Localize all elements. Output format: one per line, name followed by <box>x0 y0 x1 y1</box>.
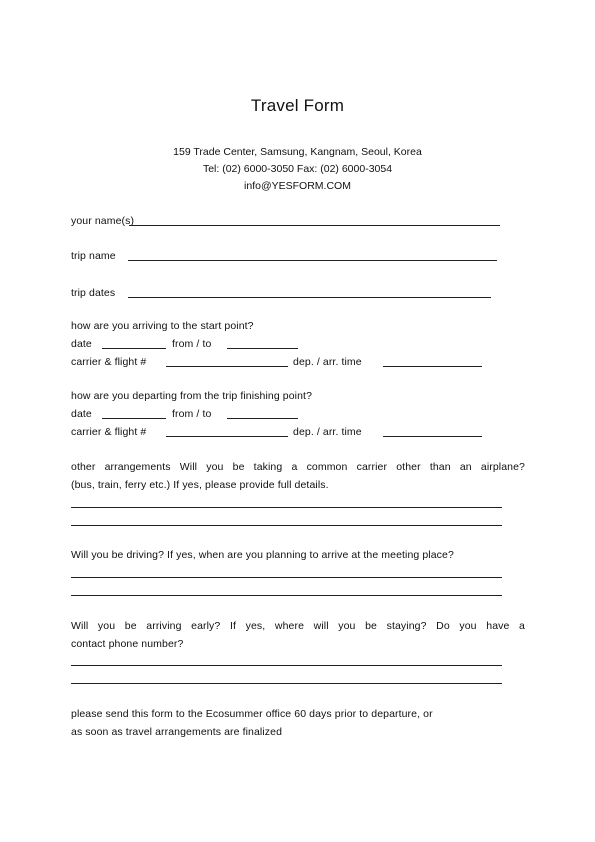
arriving-early-field-1[interactable] <box>71 665 502 666</box>
contact-phone-question: contact phone number? <box>71 638 184 650</box>
departing-date-field[interactable] <box>102 418 166 419</box>
trip-dates-field[interactable] <box>128 297 491 298</box>
departing-question: how are you departing from the trip finishing point? <box>71 390 313 402</box>
header-email: info@YESFORM.COM <box>244 180 351 192</box>
arriving-from-to-label: from / to <box>172 338 212 350</box>
arriving-early-question: Will you be arriving early? If yes, where will you be staying? Do you have a <box>71 620 525 632</box>
departing-dep-arr-field[interactable] <box>383 436 482 437</box>
trip-dates-label: trip dates <box>71 287 116 299</box>
name-label: your name(s) <box>71 215 135 227</box>
other-arrangements-field-2[interactable] <box>71 525 502 526</box>
trip-name-label: trip name <box>71 250 116 262</box>
arriving-question: how are you arriving to the start point? <box>71 320 254 332</box>
arriving-date-label: date <box>71 338 92 350</box>
page-title: Travel Form <box>250 96 345 115</box>
departing-from-to-label: from / to <box>172 408 212 420</box>
arriving-dep-arr-field[interactable] <box>383 366 482 367</box>
header-address: 159 Trade Center, Samsung, Kangnam, Seoul, Korea <box>173 146 422 158</box>
departing-from-to-field[interactable] <box>227 418 298 419</box>
driving-question: Will you be driving? If yes, when are you planning to arrive at the meeting place? <box>71 549 454 561</box>
arriving-early-field-2[interactable] <box>71 683 502 684</box>
departing-carrier-label: carrier & flight # <box>71 426 147 438</box>
footer-note-line-2: as soon as travel arrangements are finalized <box>71 726 283 738</box>
arriving-from-to-field[interactable] <box>227 348 298 349</box>
trip-name-field[interactable] <box>128 260 497 261</box>
departing-date-label: date <box>71 408 92 420</box>
other-arrangements-details: (bus, train, ferry etc.) If yes, please provide full details. <box>71 479 329 491</box>
driving-field-2[interactable] <box>71 595 502 596</box>
departing-carrier-field[interactable] <box>166 436 288 437</box>
arriving-date-field[interactable] <box>102 348 166 349</box>
other-arrangements-question: other arrangements Will you be taking a common carrier other than an airplane? <box>71 461 525 473</box>
header-phone: Tel: (02) 6000-3050 Fax: (02) 6000-3054 <box>202 163 393 175</box>
other-arrangements-field-1[interactable] <box>71 507 502 508</box>
arriving-carrier-field[interactable] <box>166 366 288 367</box>
arriving-dep-arr-label: dep. / arr. time <box>293 356 362 368</box>
name-field[interactable] <box>129 225 500 226</box>
driving-field-1[interactable] <box>71 577 502 578</box>
footer-note-line-1: please send this form to the Ecosummer office 60 days prior to departure, or <box>71 708 433 720</box>
arriving-carrier-label: carrier & flight # <box>71 356 147 368</box>
departing-dep-arr-label: dep. / arr. time <box>293 426 362 438</box>
